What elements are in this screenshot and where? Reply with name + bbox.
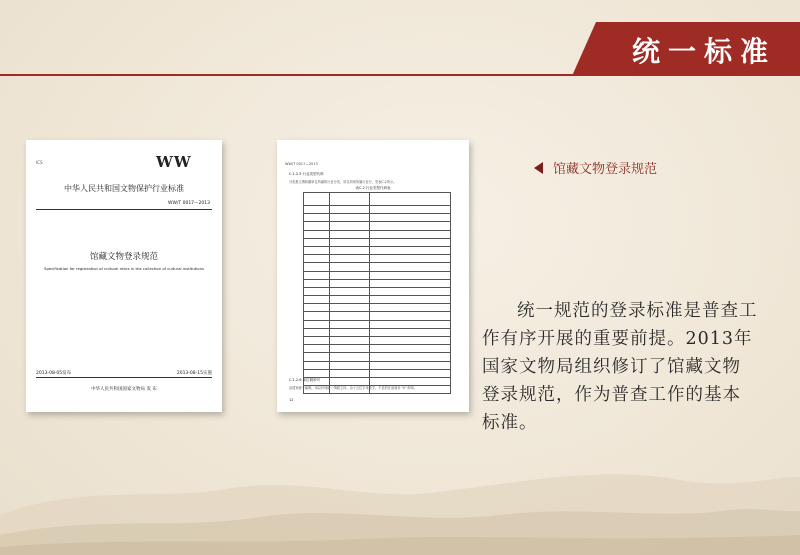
cover-publisher: 中华人民共和国国家文物局 发 布: [91, 387, 157, 392]
cover-organization: 中华人民共和国文物保护行业标准: [64, 184, 184, 193]
divider: [36, 209, 212, 210]
cover-title: 馆藏文物登录规范: [89, 252, 158, 262]
table-row: [304, 193, 451, 206]
table-row: [304, 328, 451, 336]
cover-logo: WW: [156, 153, 192, 171]
cover-publish-date: 2013-08-05发布: [36, 371, 72, 376]
image-caption: [534, 158, 657, 177]
table-caption: 表C.2 行业类型代码表: [355, 186, 391, 190]
table-row: [304, 206, 451, 214]
table-row: [304, 296, 451, 304]
section-note: 由国家统一编制，用以识别统一纳税主体，由十五位字母数字，不足的在前面补 "0" 即单。: [289, 386, 418, 390]
section-note: 分类推文博收藏单位所属的行业分类，用以判别所属行业分，见表C.2所示。: [289, 180, 397, 184]
standard-interior-page: [277, 140, 469, 412]
page-number: 12: [289, 398, 294, 402]
cover-implement-date: 2013-08-15实施: [176, 371, 212, 376]
table-row: [304, 320, 451, 328]
table-row: [304, 222, 451, 230]
cover-subtitle: Specification for registration of cultural relics in the collection of cultural institutions: [44, 266, 204, 271]
standard-cover-page: [26, 140, 222, 412]
table-row: [304, 263, 451, 271]
table-row: [304, 312, 451, 320]
table-row: [304, 304, 451, 312]
table-row: [304, 361, 451, 369]
table-row: [304, 255, 451, 263]
table-row: [304, 214, 451, 222]
cover-ics-code: ICS: [36, 160, 43, 165]
cover-standard-number: WW/T 0017—2013: [168, 201, 210, 206]
table-row: [304, 369, 451, 377]
table-row: [304, 279, 451, 287]
code-table: [303, 192, 451, 394]
caption-text: 馆藏文物登录规范: [553, 162, 658, 177]
body-paragraph: 统一规范的登录标准是普查工作有序开展的重要前提。2013年国家文物局组织修订了馆藏文物登录规范，作为普查工作的基本标准。: [482, 301, 758, 433]
section-heading: C.1.2.5 行业类型代码: [289, 172, 324, 176]
table-row: [304, 246, 451, 254]
table-row: [304, 345, 451, 353]
triangle-left-icon: [534, 162, 543, 174]
table-row: [304, 238, 451, 246]
table-row: [304, 353, 451, 361]
page-title: 统一标准: [631, 35, 776, 68]
table-row: [304, 271, 451, 279]
table-row: [304, 287, 451, 295]
table-row: [304, 230, 451, 238]
table-row: [304, 337, 451, 345]
page-header: WW/T 0017—2013: [285, 162, 318, 166]
divider: [36, 377, 212, 378]
section-heading: C.1.2.6 单位税种号: [289, 378, 321, 382]
